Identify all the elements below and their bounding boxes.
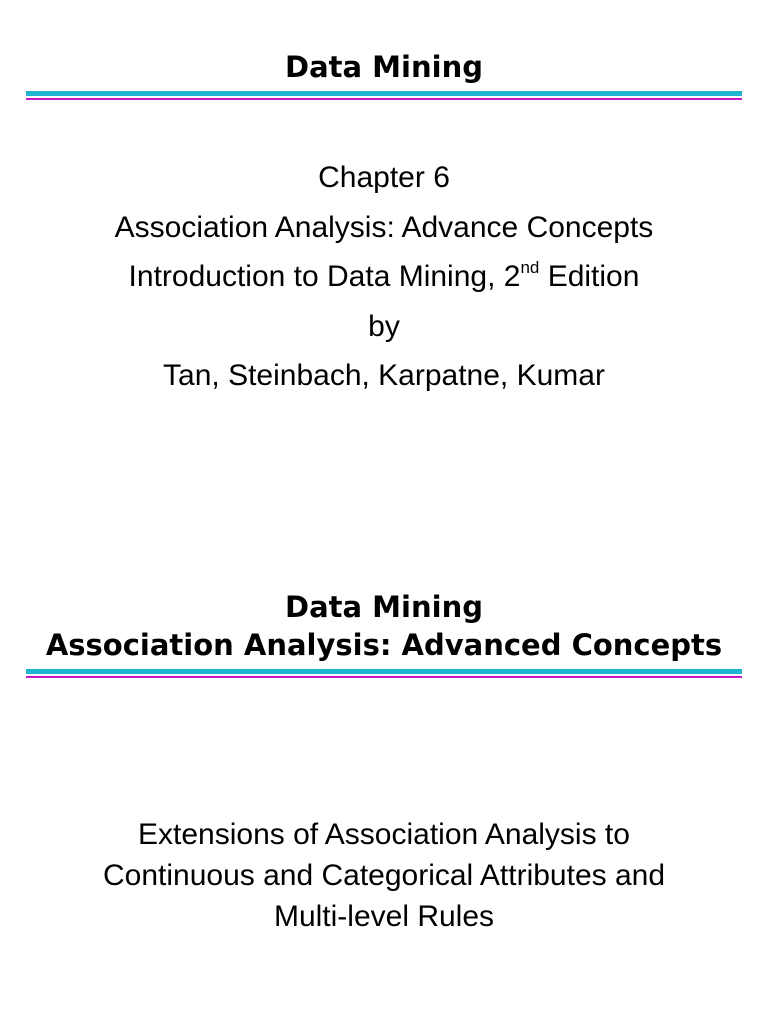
book-title: [0, 257, 768, 307]
section-divider: [26, 669, 742, 678]
by-label: by: [368, 309, 400, 343]
section-title-line-2: Association Analysis: Advanced Concepts: [45, 628, 723, 662]
section-slide: [0, 512, 768, 1024]
book-title-suffix: Edition: [539, 260, 640, 293]
book-title-superscript: nd: [520, 258, 540, 277]
section-body: [0, 814, 768, 937]
divider-cyan-line: [26, 669, 742, 674]
divider-magenta-line: [26, 98, 742, 100]
title-divider: [26, 91, 742, 100]
chapter-subtitle: Association Analysis: Advance Concepts: [114, 210, 654, 244]
title-slide-body: [0, 158, 768, 406]
section-title: [0, 588, 768, 664]
section-title-line-1: Data Mining: [285, 590, 483, 624]
body-line-1: Extensions of Association Analysis to: [138, 818, 630, 851]
chapter-label: Chapter 6: [318, 161, 450, 194]
authors: Tan, Steinbach, Karpatne, Kumar: [163, 359, 605, 392]
divider-magenta-line: [26, 676, 742, 678]
body-line-3: Multi-level Rules: [273, 900, 495, 933]
divider-cyan-line: [26, 91, 742, 96]
body-line-2: Continuous and Categorical Attributes and: [102, 859, 666, 892]
slide-title: Data Mining: [285, 50, 483, 84]
book-title-prefix: Introduction to Data Mining, 2: [128, 260, 521, 293]
